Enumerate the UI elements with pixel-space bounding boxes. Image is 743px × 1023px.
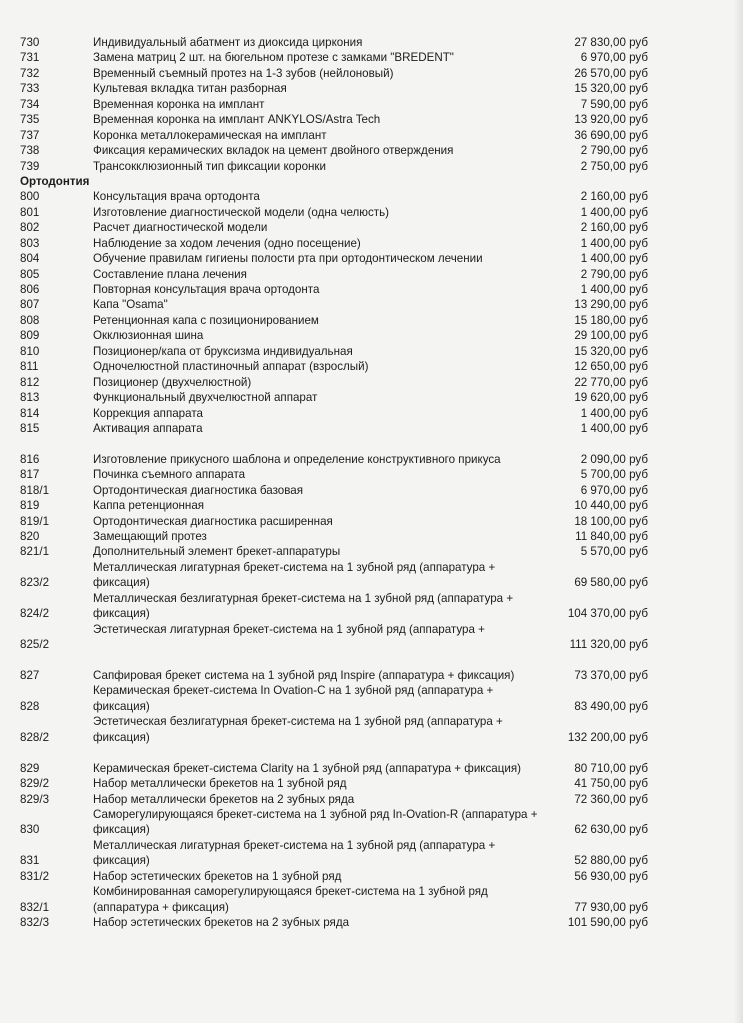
- service-code: 823/2: [20, 576, 50, 590]
- service-name: Ортодонтическая диагностика расширенная: [93, 514, 333, 528]
- service-name: Керамическая брекет-система In Ovation-C на 1 зубной ряд (аппаратура + фиксация): [93, 684, 494, 713]
- service-name: Позиционер (двухчелюстной): [93, 375, 252, 389]
- service-code: 831: [20, 854, 40, 868]
- service-price: 41 750,00 руб: [574, 777, 648, 791]
- service-name: Коронка металлокерамическая на имплант: [93, 128, 327, 142]
- service-code: 814: [20, 406, 40, 420]
- service-name: Замена матриц 2 шт. на бюгельном протезе с замками "BREDENT": [93, 51, 454, 65]
- service-code: 816: [20, 452, 40, 466]
- service-code: 737: [20, 128, 40, 142]
- price-row: [20, 591, 670, 622]
- price-row: [20, 622, 670, 653]
- service-price: 83 490,00 руб: [574, 699, 648, 713]
- service-name: Расчет диагностической модели: [93, 221, 268, 235]
- service-price: 1 400,00 руб: [580, 236, 648, 250]
- price-row: [20, 560, 670, 591]
- service-name: Металлическая лигатурная брекет-система на 1 зубной ряд (аппаратура + фиксация): [93, 560, 496, 590]
- price-row: [20, 66, 670, 81]
- blank-spacer-row: [20, 653, 670, 668]
- service-code: 810: [20, 344, 40, 358]
- section-header-row: [20, 174, 670, 189]
- service-name: Набор металлически брекетов на 1 зубной ряд: [93, 777, 347, 791]
- service-price: 11 840,00 руб: [575, 530, 648, 543]
- service-name: Индивидуальный абатмент из диоксида циркония: [93, 36, 363, 49]
- service-code: 818/1: [20, 483, 50, 497]
- service-code: 735: [20, 113, 40, 127]
- service-name: Консультация врача ортодонта: [93, 190, 260, 204]
- service-name: Замещающий протез: [93, 530, 207, 543]
- service-name: Набор эстетических брекетов на 2 зубных ряда: [93, 916, 350, 930]
- service-name: Позиционер/капа от бруксизма индивидуальная: [93, 344, 353, 358]
- service-code: 811: [20, 360, 39, 374]
- service-code: 832/3: [20, 916, 50, 930]
- service-name: Активация аппарата: [93, 421, 203, 435]
- service-price: 15 180,00 руб: [574, 313, 648, 327]
- service-code: 813: [20, 391, 40, 405]
- service-name: Составление плана лечения: [93, 267, 247, 281]
- service-price: 104 370,00 руб: [567, 607, 648, 621]
- price-row: [20, 128, 670, 143]
- price-row: [20, 390, 670, 405]
- service-name: Культевая вкладка титан разборная: [93, 82, 287, 96]
- service-price: 52 880,00 руб: [574, 854, 648, 868]
- service-code: 801: [20, 205, 40, 219]
- service-name: Эстетическая безлигатурная брекет-система на 1 зубной ряд (аппаратура + фиксация): [93, 715, 503, 744]
- service-code: 802: [20, 221, 40, 235]
- service-price: 2 160,00 руб: [580, 221, 648, 235]
- service-name: Функциональный двухчелюстной аппарат: [93, 391, 318, 405]
- service-price: 27 830,00 руб: [574, 36, 648, 49]
- service-name: Изготовление диагностической модели (одна челюсть): [93, 205, 389, 219]
- price-row: [20, 869, 670, 884]
- service-code: 738: [20, 144, 40, 158]
- service-name: Эстетическая лигатурная брекет-система на 1 зубной ряд (аппаратура +: [93, 622, 485, 636]
- service-price: 15 320,00 руб: [574, 82, 648, 96]
- service-code: 730: [20, 36, 40, 49]
- blank-spacer-row: [20, 436, 670, 451]
- service-price: 15 320,00 руб: [574, 344, 648, 358]
- service-code: 800: [20, 190, 40, 204]
- service-price: 2 750,00 руб: [580, 159, 648, 173]
- service-name: Повторная консультация врача ортодонта: [93, 283, 320, 296]
- price-row: [20, 313, 670, 328]
- service-price: 5 700,00 руб: [580, 468, 648, 482]
- service-code: 828: [20, 699, 40, 713]
- price-row: [20, 267, 670, 282]
- price-row: [20, 220, 670, 235]
- service-name: Трансокклюзионный тип фиксации коронки: [93, 159, 326, 173]
- service-code: 731: [20, 51, 40, 65]
- service-price: 56 930,00 руб: [574, 869, 648, 883]
- price-row: [20, 97, 670, 112]
- service-code: 829/3: [20, 792, 50, 806]
- service-name: Коррекция аппарата: [93, 406, 203, 420]
- price-row: [20, 915, 670, 930]
- service-name: Окклюзионная шина: [93, 329, 204, 343]
- price-row: [20, 807, 670, 838]
- price-row: [20, 544, 670, 559]
- price-row: [20, 112, 670, 127]
- service-price: 10 440,00 руб: [574, 499, 648, 513]
- service-code: 739: [20, 159, 40, 173]
- service-name: Изготовление прикусного шаблона и определение конструктивного прикуса: [93, 452, 501, 466]
- service-price: 26 570,00 руб: [574, 66, 648, 80]
- price-row: [20, 683, 670, 714]
- service-name: Набор эстетических брекетов на 1 зубной ряд: [93, 869, 342, 883]
- service-name: Дополнительный элемент брекет-аппаратуры: [93, 545, 341, 559]
- service-price: 18 100,00 руб: [574, 514, 648, 528]
- service-name: Временная коронка на имплант: [93, 97, 265, 111]
- service-name: Саморегулирующаяся брекет-система на 1 зубной ряд In-Ovation-R (аппаратура + фиксация): [93, 807, 538, 837]
- service-code: 733: [20, 82, 40, 96]
- service-code: 832/1: [20, 900, 50, 914]
- service-code: 803: [20, 236, 40, 250]
- service-code: 821/1: [20, 545, 50, 559]
- service-code: 808: [20, 313, 40, 327]
- price-row: [20, 668, 670, 683]
- price-row: [20, 35, 670, 50]
- price-row: [20, 483, 670, 498]
- price-row: [20, 189, 670, 204]
- price-row: [20, 792, 670, 807]
- price-row: [20, 375, 670, 390]
- service-price: 1 400,00 руб: [580, 205, 648, 219]
- service-name: Фиксация керамических вкладок на цемент двойного отверждения: [93, 144, 454, 158]
- price-row: [20, 498, 670, 513]
- service-name: Набор металлически брекетов на 2 зубных ряда: [93, 792, 355, 806]
- service-code: 805: [20, 267, 40, 281]
- service-price: 2 160,00 руб: [580, 190, 648, 204]
- service-price: 6 970,00 руб: [580, 483, 648, 497]
- price-row: [20, 421, 670, 436]
- service-code: 804: [20, 252, 40, 266]
- service-price: 1 400,00 руб: [580, 252, 648, 266]
- service-code: 732: [20, 66, 40, 80]
- price-row: [20, 251, 670, 266]
- price-row: [20, 514, 670, 529]
- service-name: Металлическая лигатурная брекет-система на 1 зубной ряд (аппаратура + фиксация): [93, 838, 496, 868]
- service-price: 2 790,00 руб: [580, 144, 648, 158]
- price-row: [20, 81, 670, 96]
- service-name: Временная коронка на имплант ANKYLOS/Astra Tech: [93, 113, 381, 127]
- service-price: 69 580,00 руб: [574, 576, 648, 590]
- service-name: Ортодонтическая диагностика базовая: [93, 483, 303, 497]
- service-name: Металлическая безлигатурная брекет-система на 1 зубной ряд (аппаратура + фиксация): [93, 591, 514, 621]
- price-row: [20, 159, 670, 174]
- service-price: 111 320,00 руб: [569, 638, 648, 652]
- price-row: [20, 529, 670, 544]
- service-code: 809: [20, 329, 40, 343]
- service-price: 6 970,00 руб: [580, 51, 648, 65]
- service-price: 1 400,00 руб: [580, 406, 648, 420]
- service-price: 19 620,00 руб: [574, 391, 648, 405]
- price-row: [20, 452, 670, 467]
- service-price: 1 400,00 руб: [580, 421, 648, 435]
- service-price: 77 930,00 руб: [574, 900, 648, 914]
- service-price: 29 100,00 руб: [574, 329, 648, 343]
- service-price: 12 650,00 руб: [574, 360, 648, 374]
- service-price: 22 770,00 руб: [574, 375, 648, 389]
- service-price: 1 400,00 руб: [580, 283, 648, 296]
- price-row: [20, 714, 670, 745]
- service-name: Керамическая брекет-система Clarity на 1 зубной ряд (аппаратура + фиксация): [93, 761, 521, 775]
- service-price: 5 570,00 руб: [580, 545, 648, 559]
- service-code: 829: [20, 761, 40, 775]
- service-code: 820: [20, 530, 40, 543]
- price-row: [20, 236, 670, 251]
- service-name: Ретенционная капа с позиционированием: [93, 313, 319, 327]
- service-price: 101 590,00 руб: [567, 916, 648, 930]
- price-row: [20, 467, 670, 482]
- service-name: Временный съемный протез на 1-3 зубов (нейлоновый): [93, 66, 394, 80]
- service-code: 806: [20, 283, 40, 296]
- service-price: 13 290,00 руб: [574, 298, 648, 312]
- service-code: 828/2: [20, 730, 50, 744]
- service-price: 62 630,00 руб: [574, 823, 648, 837]
- price-row: [20, 884, 670, 915]
- service-price: 36 690,00 руб: [574, 128, 648, 142]
- service-price: 72 360,00 руб: [574, 792, 648, 806]
- price-row: [20, 328, 670, 343]
- service-price: 2 790,00 руб: [580, 267, 648, 281]
- service-code: 819/1: [20, 514, 50, 528]
- service-name: Сапфировая брекет система на 1 зубной ряд Inspire (аппаратура + фиксация): [93, 668, 515, 682]
- price-row: [20, 143, 670, 158]
- service-name: Одночелюстной пластиночный аппарат (взрослый): [93, 360, 369, 374]
- blank-spacer-row: [20, 745, 670, 760]
- service-code: 812: [20, 375, 40, 389]
- price-row: [20, 838, 670, 869]
- service-code: 734: [20, 97, 40, 111]
- service-price: 80 710,00 руб: [574, 761, 648, 775]
- service-name: Наблюдение за ходом лечения (одно посещение): [93, 236, 361, 250]
- service-code: 807: [20, 298, 40, 312]
- service-code: 830: [20, 823, 40, 837]
- price-row: [20, 205, 670, 220]
- price-row: [20, 406, 670, 421]
- service-price: 2 090,00 руб: [580, 452, 648, 466]
- service-name: Каппа ретенционная: [93, 499, 205, 513]
- service-code: 824/2: [20, 607, 50, 621]
- price-row: [20, 297, 670, 312]
- service-code: 825/2: [20, 638, 50, 652]
- service-price: 13 920,00 руб: [574, 113, 648, 127]
- price-row: [20, 761, 670, 776]
- scanned-page-edge: [733, 0, 743, 1023]
- service-code: 815: [20, 421, 40, 435]
- price-row: [20, 359, 670, 374]
- price-row: [20, 282, 670, 297]
- service-code: 827: [20, 668, 40, 682]
- price-list-document: [20, 35, 670, 931]
- service-code: 829/2: [20, 777, 50, 791]
- service-name: Обучение правилам гигиены полости рта при ортодонтическом лечении: [93, 252, 483, 266]
- service-name: Капа "Osama": [93, 298, 168, 312]
- price-row: [20, 776, 670, 791]
- service-code: 831/2: [20, 869, 50, 883]
- service-price: 132 200,00 руб: [567, 730, 648, 744]
- service-code: 817: [20, 468, 40, 482]
- service-code: 819: [20, 499, 40, 513]
- service-name: Починка съемного аппарата: [93, 468, 246, 482]
- section-header: Ортодонтия: [20, 174, 90, 188]
- price-row: [20, 344, 670, 359]
- service-price: 7 590,00 руб: [580, 97, 648, 111]
- service-price: 73 370,00 руб: [574, 668, 648, 682]
- price-row: [20, 50, 670, 65]
- service-name: Комбинированная саморегулирующаяся брекет-система на 1 зубной ряд (аппаратура + фиксация): [93, 885, 488, 914]
